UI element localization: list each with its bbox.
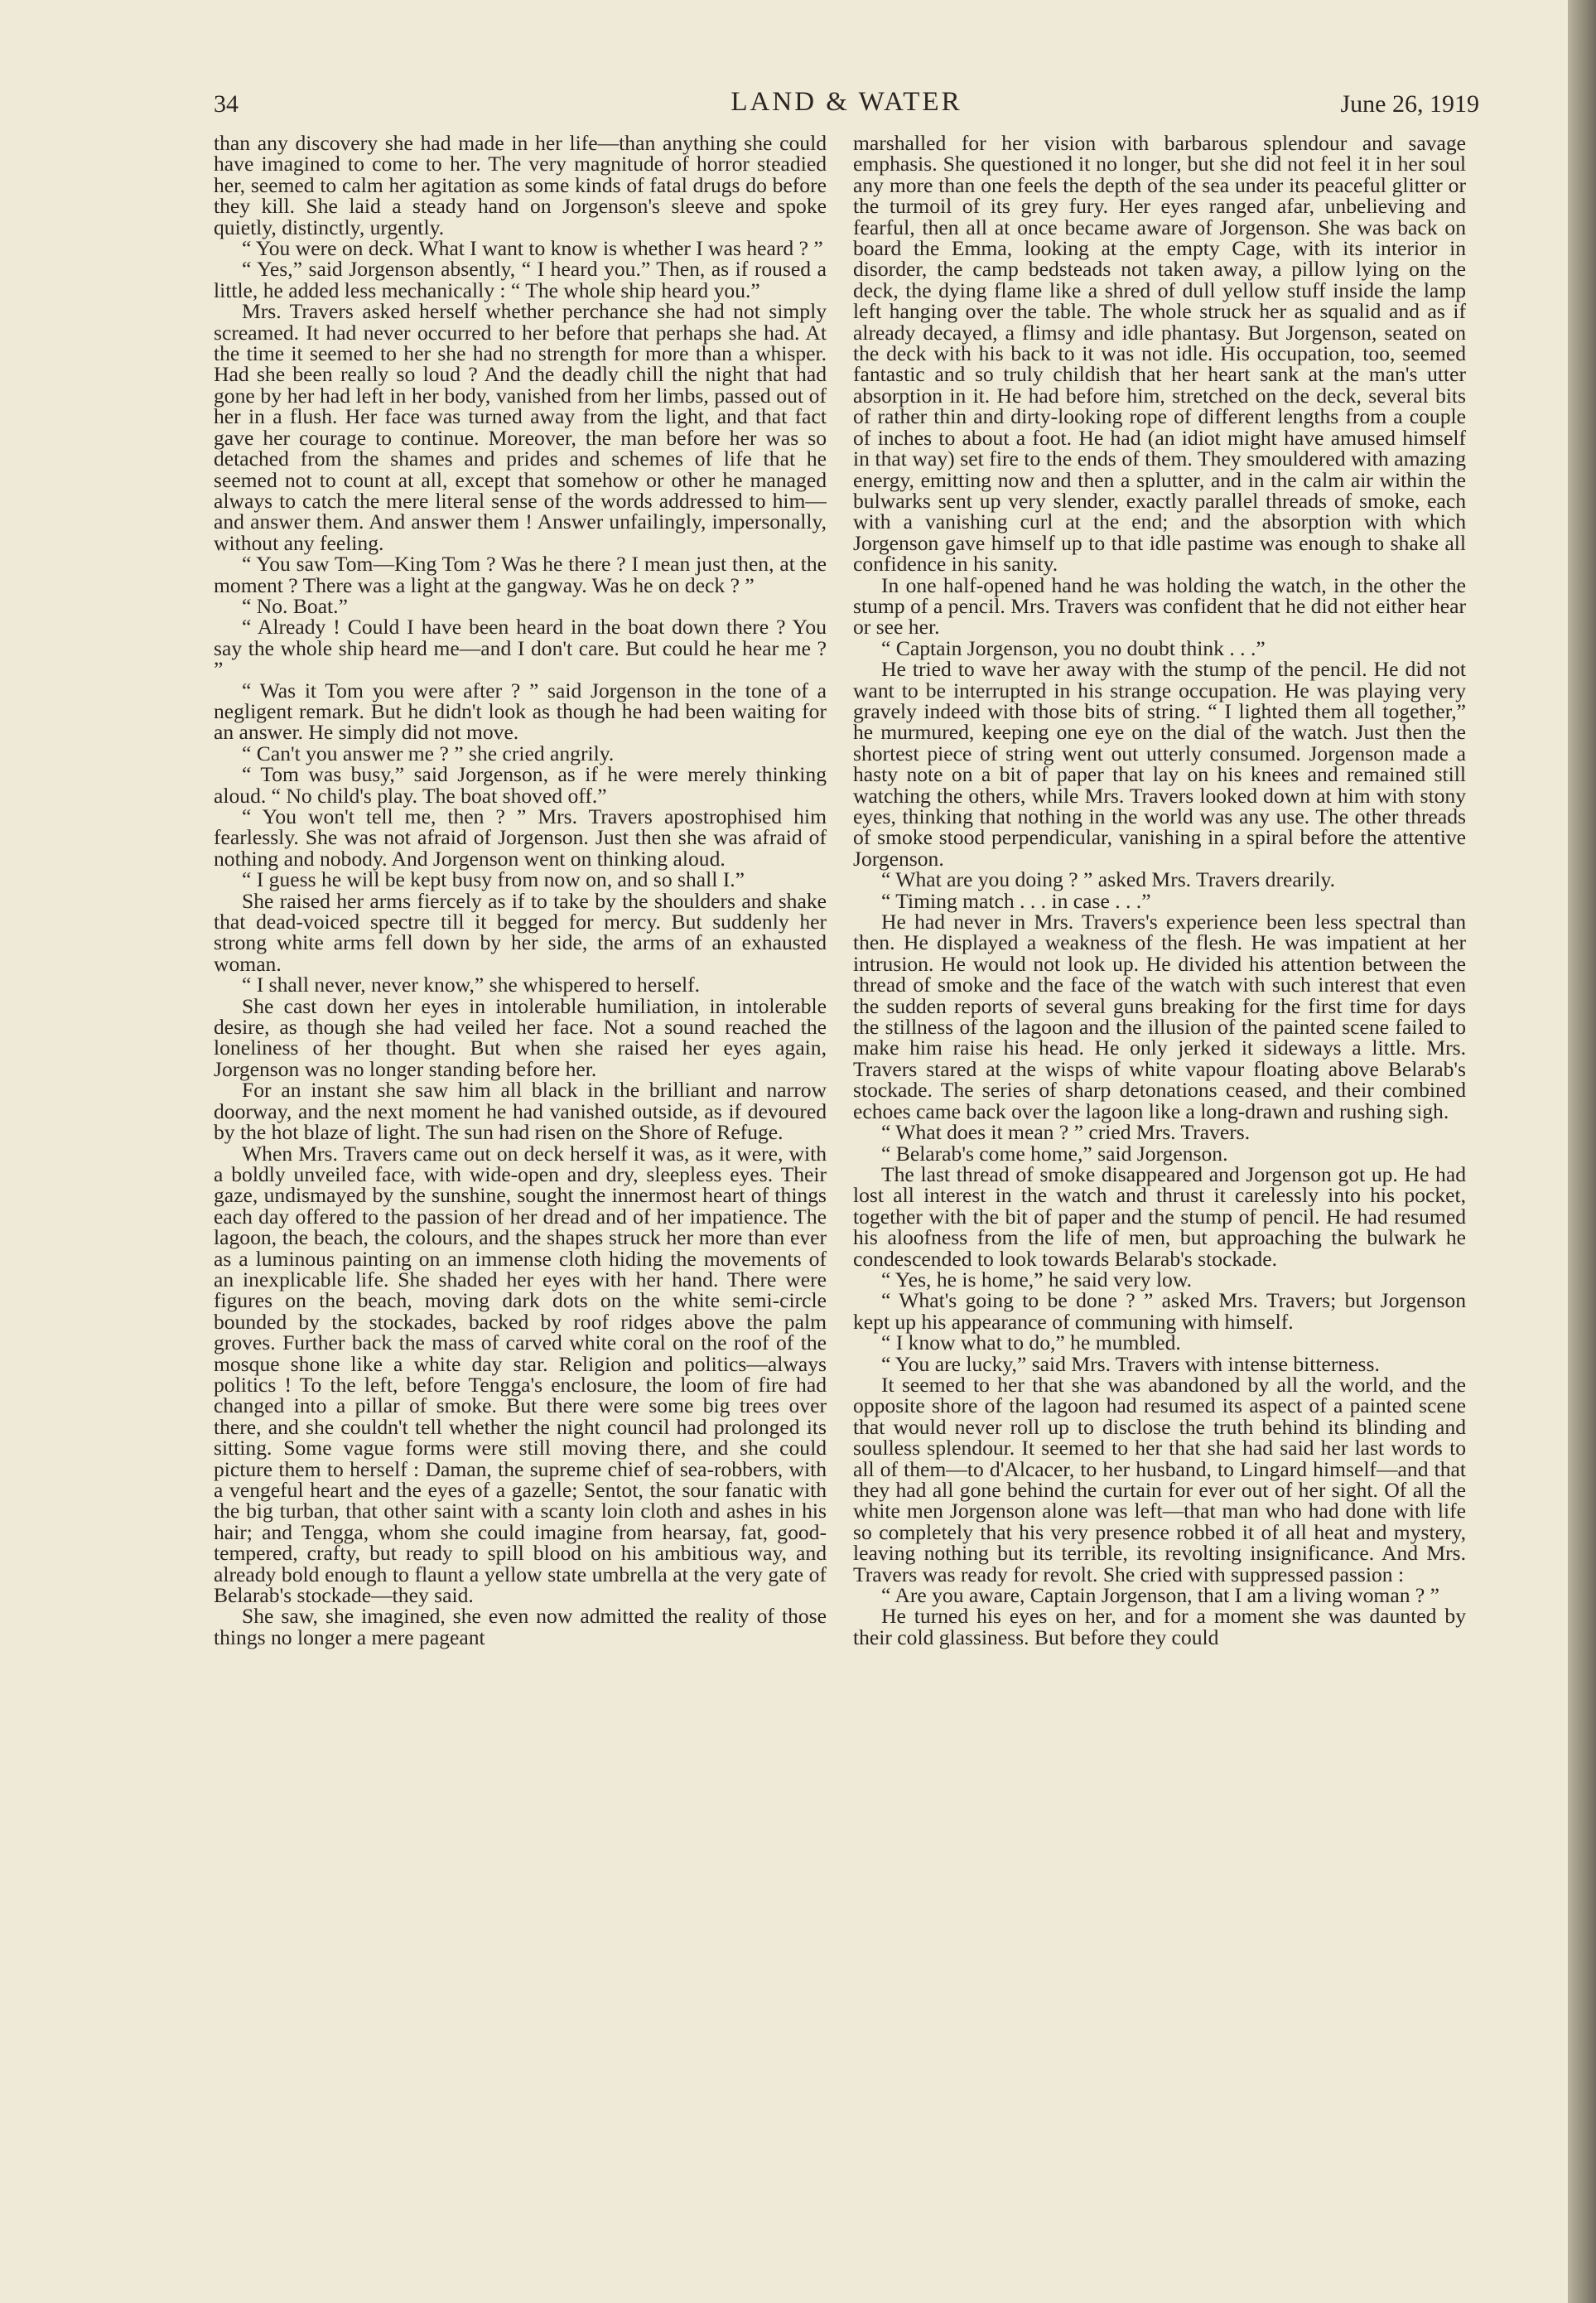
paragraph: For an instant she saw him all black in the brilliant and narrow doorway, and the next moment he had vanished outside, as if devoured by the hot blaze of light. The sun had risen on the Shore of Refuge. [214, 1078, 827, 1145]
paragraph: When Mrs. Travers came out on deck herself it was, as it were, with a boldly unveiled face, with wide-open and dry, sleepless eyes. Their gaze, undismayed by the sunshine, sought the innermost heart of things each day offered to the passion of her dread and of her impatience. The lagoon, the beach, the colours, and the shapes struck her more than ever as a luminous painting on an immense cloth hiding the movements of an inexplicable life. She shaded her eyes with her hand. There were figures on the beach, moving dark dots on the white semi-circle bounded by the stockades, backed by roof ridges above the palm groves. Further back the mass of carved white coral on the roof of the mosque shone like a white day star. Religion and politics—always politics ! To the left, before Tengga's enclosure, the loom of fire had changed into a pillar of smoke. But there were some big trees over there, and she couldn't tell whether the night council had prolonged its sitting. Some vague forms were still moving there, and she could picture them to herself : Daman, the supreme chief of sea-robbers, with a vengeful heart and the eyes of a gazelle; Sentot, the sour fanatic with the big turban, that other saint with a scanty loin cloth and ashes in his hair; and Tengga, whom she could imagine from hearsay, fat, good-tempered, crafty, but ready to spill blood on his ambitious way, and already bold enough to flaunt a yellow state umbrella at the very gate of Belarab's stockade—they said. [214, 1141, 827, 1608]
paragraph: “ No. Boat.” [242, 593, 348, 618]
paragraph: He turned his eyes on her, and for a moment she was daunted by their cold glassiness. But before they could [853, 1604, 1466, 1649]
paragraph: “ Captain Jorgenson, you no doubt think . . .” [881, 635, 1266, 660]
issue-date: June 26, 1919 [1340, 90, 1479, 118]
paragraph: “ What's going to be done ? ” asked Mrs. Travers; but Jorgenson kept up his appearance of communing with himself. [853, 1288, 1466, 1334]
paragraph: “ You are lucky,” said Mrs. Travers with intense bitterness. [881, 1351, 1380, 1376]
page-edge [1568, 0, 1596, 2303]
paragraph: She raised her arms fiercely as if to take by the shoulders and shake that dead-voiced spectre till it begged for mercy. But suddenly her strong white arms fell down by her side, the arms of an exhausted woman. [214, 888, 827, 976]
paragraph: It seemed to her that she was abandoned by all the world, and the opposite shore of the lagoon had resumed its aspect of a painted scene that would never roll up to disclose the truth behind its blinding and soulless splendour. It seemed to her that she had said her last words to all of them—to d'Alcacer, to her husband, to Lingard himself—and that they had all gone behind the curtain for ever out of her sight. Of all the white men Jorgenson alone was left—that man who had done with life so completely that his very presence robbed it of all heat and mystery, leaving nothing but its terrible, its revolting insignificance. And Mrs. Travers was ready for revolt. She cried with suppressed passion : [853, 1372, 1466, 1586]
page-header [214, 87, 1479, 125]
paragraph: The last thread of smoke disappeared and Jorgenson got up. He had lost all interest in the watch and thrust it carelessly into his pocket, together with the bit of paper and the stump of pencil. He had resumed his aloofness from the life of men, but approaching the bulwark he condescended to look towards Belarab's stockade. [853, 1161, 1466, 1271]
paragraph: “ What are you doing ? ” asked Mrs. Travers drearily. [881, 867, 1335, 892]
paragraph: “ I guess he will be kept busy from now on, and so shall I.” [242, 867, 745, 892]
paragraph: “ You were on deck. What I want to know is whether I was heard ? ” [242, 236, 823, 261]
page-number: 34 [214, 90, 239, 118]
paragraph: She saw, she imagined, she even now admitted the reality of those things no longer a mere pageant [214, 1604, 827, 1649]
paragraph: “ Was it Tom you were after ? ” said Jorgenson in the tone of a negligent remark. But he didn't look as though he had been waiting for an answer. He simply did not move. [214, 678, 827, 745]
paragraph: “ Yes,” said Jorgenson absently, “ I heard you.” Then, as if roused a little, he added less mechanically : “ The whole ship heard you.” [214, 257, 827, 302]
paragraph: “ Can't you answer me ? ” she cried angrily. [242, 741, 615, 765]
paragraph: “ I know what to do,” he mumbled. [881, 1330, 1181, 1355]
magazine-title: LAND & WATER [730, 87, 962, 117]
paragraph: Mrs. Travers asked herself whether perchance she had not simply screamed. It had never occurred to her before that perhaps she had. At the time it seemed to her she had no strength for more than a whisper. Had she been really so loud ? And the deadly chill the night that had gone by her had left in her body, vanished from her limbs, passed out of her in a flush. Her face was turned away from the light, and that fact gave her courage to continue. Moreover, the man before her was so detached from the shames and prides and schemes of life that he seemed not to count at all, except that somehow or other he managed always to catch the mere literal sense of the words addressed to him—and answer them. And answer them ! Answer unfailingly, impersonally, without any feeling. [214, 299, 827, 555]
paragraph: marshalled for her vision with barbarous splendour and savage emphasis. She questioned it no longer, but she did not feel it in her soul any more than one feels the depth of the sea under its peaceful glitter or the turmoil of its grey fury. Her eyes ranged afar, unbelieving and fearful, then all at once became aware of Jorgenson. She was back on board the Emma, looking at the empty Cage, with its interior in disorder, the camp bedsteads not taken away, a pillow lying on the deck, the dying flame like a shred of dull yellow stuff inside the lamp left hanging over the table. The whole struck her as squalid and as if already decayed, a flimsy and idle phantasy. But Jorgenson, seated on the deck with his back to it was not idle. His occupation, too, seemed fantastic and so truly childish that her heart sank at the man's utter absorption in it. He had before him, stretched on the deck, several bits of rather thin and dirty-looking rope of different lengths from a couple of inches to about a foot. He had (an idiot might have amused himself in that way) set fire to the ends of them. They smouldered with amazing energy, emitting now and then a splutter, and in the calm air within the bulwarks sent up very slender, exactly parallel threads of smoke, each with a vanishing curl at the end; and the absorption with which Jorgenson gave himself up to that idle pastime was enough to shake all confidence in his sanity. [853, 133, 1466, 577]
paragraph: He tried to wave her away with the stump of the pencil. He did not want to be interrupted in his strange occupation. He was playing very gravely indeed with those bits of string. “ I lighted them all together,” he murmured, keeping one eye on the dial of the watch. Just then the shortest piece of string went out utterly consumed. Jorgenson made a hasty note on a bit of paper that lay on his knees and remained still watching the others, while Mrs. Travers looked down at him with stony eyes, thinking that nothing in the world was any use. The other threads of smoke stood perpendicular, vanishing in a spiral before the attentive Jorgenson. [853, 657, 1466, 871]
paragraph: “ I shall never, never know,” she whispered to herself. [242, 973, 701, 997]
paragraph: He had never in Mrs. Travers's experience been less spectral than then. He displayed a weakness of the flesh. He was impatient at her intrusion. He would not look up. He divided his attention between the thread of smoke and the face of the watch with such interest that even the sudden reports of several guns breaking for the first time for days the stillness of the lagoon and the illusion of the painted scene failed to make him raise his head. He only jerked it sideways a little. Mrs. Travers stared at the wisps of white vapour floating above Belarab's stockade. The series of sharp detonations ceased, and their combined echoes came back over the lagoon like a long-drawn and rushing sigh. [853, 910, 1466, 1123]
paragraph: “ Yes, he is home,” he said very low. [881, 1267, 1193, 1292]
paragraph: She cast down her eyes in intolerable humiliation, in intolerable desire, as though she had veiled her face. Not a sound reached the loneliness of her thought. But when she raised her eyes again, Jorgenson was no longer standing before her. [214, 993, 827, 1081]
left-text-column [214, 133, 827, 2220]
paragraph: “ Tom was busy,” said Jorgenson, as if he were merely thinking aloud. “ No child's play. The boat shoved off.” [214, 762, 827, 808]
paragraph: “ Belarab's come home,” said Jorgenson. [881, 1141, 1228, 1166]
paragraph: “ Already ! Could I have been heard in the boat down there ? You say the whole ship heard me—and I don't care. But could he hear me ? ” [214, 615, 827, 682]
paragraph: “ What does it mean ? ” cried Mrs. Travers. [881, 1120, 1251, 1145]
paragraph: “ Are you aware, Captain Jorgenson, that I am a living woman ? ” [881, 1583, 1440, 1608]
paragraph: than any discovery she had made in her life—than anything she could have imagined to come to her. The very magnitude of horror steadied her, seemed to calm her agitation as some kinds of fatal drugs do before they kill. She laid a steady hand on Jorgenson's sleeve and spoke quietly, distinctly, urgently. [214, 133, 827, 239]
paragraph: “ You won't tell me, then ? ” Mrs. Travers apostrophised him fearlessly. She was not afraid of Jorgenson. Just then she was afraid of nothing and nobody. And Jorgenson went on thinking aloud. [214, 804, 827, 871]
right-text-column [853, 133, 1466, 2220]
paragraph: “ You saw Tom—King Tom ? Was he there ? I mean just then, at the moment ? There was a light at the gangway. Was he on deck ? ” [214, 552, 827, 597]
paragraph: In one half-opened hand he was holding the watch, in the other the stump of a pencil. Mrs. Travers was confident that he did not either hear or see her. [853, 572, 1466, 640]
paragraph: “ Timing match . . . in case . . .” [881, 888, 1151, 913]
